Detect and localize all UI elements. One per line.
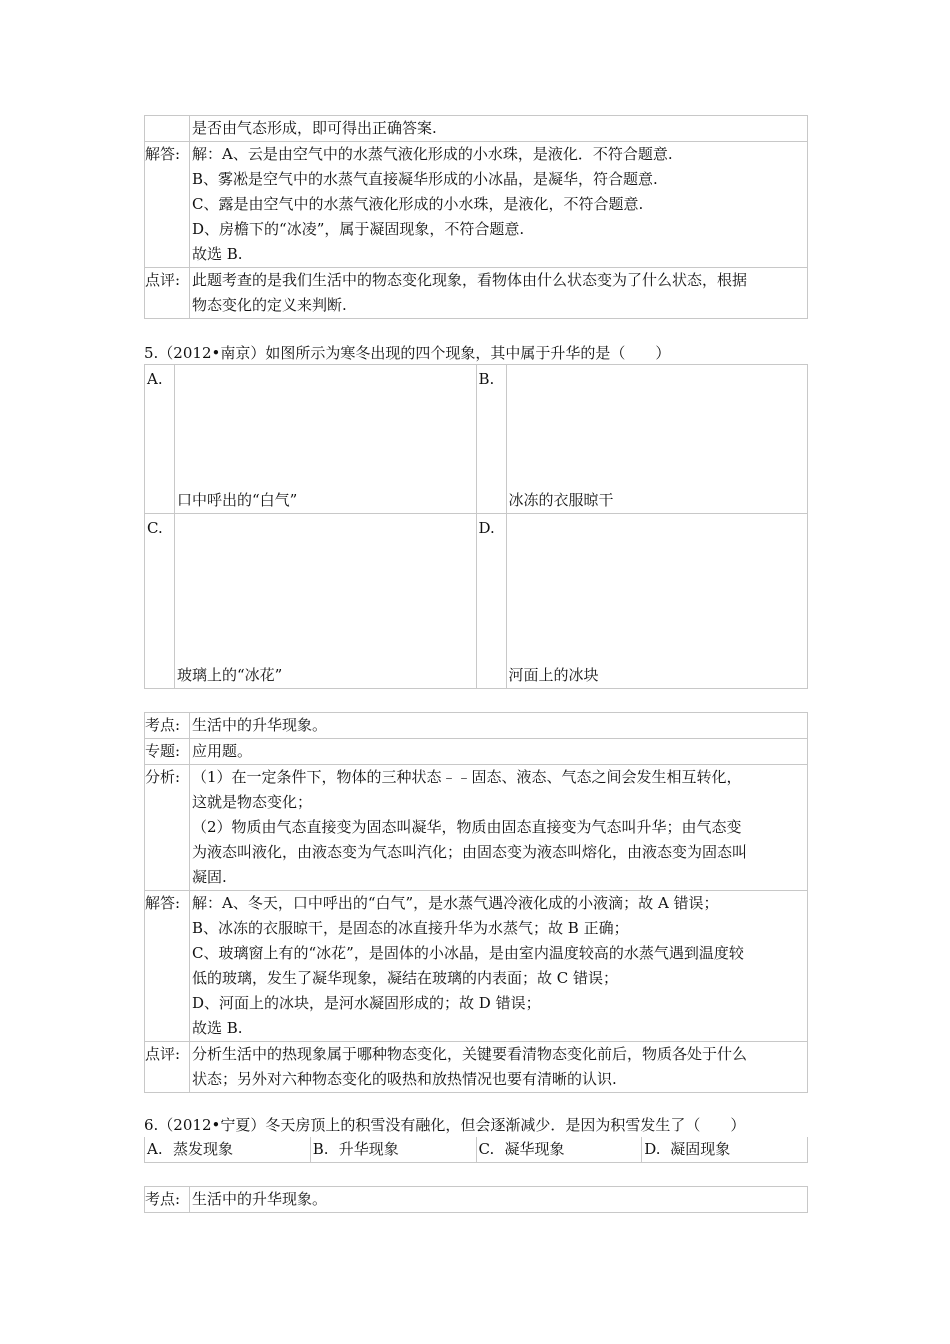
option-caption: 口中呼出的“白气”	[177, 491, 298, 509]
row-label: 解答:	[145, 142, 190, 268]
text-line: 分析生活中的热现象属于哪种物态变化，关键要看清物态变化前后，物质各处于什么	[192, 1045, 748, 1063]
question-6-title: 6.（2012•宁夏）冬天房顶上的积雪没有融化，但会逐渐减少．是因为积雪发生了（ ）	[144, 1116, 746, 1134]
analysis-block-q6	[144, 1186, 808, 1213]
option-a[interactable]	[145, 365, 477, 514]
option-text: 升华现象	[338, 1140, 399, 1158]
row-label: 分析:	[145, 765, 190, 891]
option-d[interactable]	[642, 1137, 808, 1163]
option-text: 蒸发现象	[173, 1140, 234, 1158]
option-text: 凝华现象	[504, 1140, 565, 1158]
option-label: B.	[312, 1140, 329, 1158]
analysis-block-q4	[144, 115, 808, 319]
text-line: C、露是由空气中的水蒸气液化形成的小水珠，是液化，不符合题意.	[192, 195, 644, 213]
category-row	[145, 739, 808, 765]
row-text	[190, 765, 808, 891]
row-label: 点评:	[145, 1042, 190, 1093]
option-d[interactable]	[476, 514, 808, 689]
topic-row	[145, 713, 808, 739]
option-caption: 冰冻的衣服晾干	[508, 491, 614, 509]
analysis-table-q6	[144, 1186, 808, 1213]
text-line: B、雾凇是空气中的水蒸气直接凝华形成的小冰晶，是凝华，符合题意.	[192, 170, 658, 188]
row-label: 专题:	[145, 739, 190, 765]
analysis-row	[145, 116, 808, 142]
option-label: D.	[478, 519, 495, 537]
row-label	[145, 116, 190, 142]
row-label: 解答:	[145, 891, 190, 1042]
question-5-title: 5.（2012•南京）如图所示为寒冬出现的四个现象，其中属于升华的是（ ）	[144, 344, 671, 362]
row-text	[190, 891, 808, 1042]
text-line: 应用题。	[192, 742, 253, 760]
option-text: 凝固现象	[670, 1140, 731, 1158]
options-row	[144, 1137, 808, 1163]
text-line: 生活中的升华现象。	[192, 716, 328, 734]
comment-row	[145, 1042, 808, 1093]
text-line: 这就是物态变化；	[192, 793, 313, 811]
option-c[interactable]	[145, 514, 477, 689]
text-line: 生活中的升华现象。	[192, 1190, 328, 1208]
text-line: 解：A、云是由空气中的水蒸气液化形成的小水珠，是液化．不符合题意.	[192, 145, 673, 163]
text-line: 故选 B.	[192, 245, 243, 263]
analysis-table-q5	[144, 712, 808, 1093]
text-line: 物态变化的定义来判断.	[192, 296, 347, 314]
text-line: 为液态叫液化，由液态变为气态叫汽化；由固态变为液态叫熔化，由液态变为固态叫	[192, 843, 748, 861]
topic-row	[145, 1187, 808, 1213]
option-image-placeholder	[506, 514, 808, 688]
option-image-placeholder	[174, 514, 476, 688]
text-line: 此题考查的是我们生活中的物态变化现象，看物体由什么状态变为了什么状态，根据	[192, 271, 748, 289]
text-line: 凝固.	[192, 868, 227, 886]
question-6-options	[144, 1137, 808, 1163]
option-label: C.	[147, 519, 163, 537]
option-c[interactable]	[476, 1137, 642, 1163]
row-text	[190, 713, 808, 739]
text-line: B、冰冻的衣服晾干，是固态的冰直接升华为水蒸气；故 B 正确；	[192, 919, 629, 937]
text-line: （2）物质由气态直接变为固态叫凝华，物质由固态直接变为气态叫升华；由气态变	[192, 818, 742, 836]
text-line: 低的玻璃，发生了凝华现象，凝结在玻璃的内表面；故 C 错误；	[192, 969, 619, 987]
option-label: A.	[147, 370, 163, 388]
text-line: 状态；另外对六种物态变化的吸热和放热情况也要有清晰的认识.	[192, 1070, 617, 1088]
analysis-table-q4	[144, 115, 808, 319]
option-label: D.	[644, 1140, 661, 1158]
text-line: D、河面上的冰块，是河水凝固形成的；故 D 错误；	[192, 994, 541, 1012]
option-b[interactable]	[476, 365, 808, 514]
row-text	[190, 142, 808, 268]
option-label: B.	[478, 370, 495, 388]
text-line: D、房檐下的“冰凌”，属于凝固现象，不符合题意.	[192, 220, 525, 238]
answer-row	[145, 142, 808, 268]
option-caption: 玻璃上的“冰花”	[177, 666, 283, 684]
row-text	[190, 268, 808, 319]
text-line: 是否由气态形成，即可得出正确答案.	[192, 119, 437, 137]
answer-row	[145, 891, 808, 1042]
option-b[interactable]	[310, 1137, 476, 1163]
option-a[interactable]	[145, 1137, 311, 1163]
row-label: 点评:	[145, 268, 190, 319]
option-caption: 河面上的冰块	[508, 666, 599, 684]
analysis-block-q5	[144, 712, 808, 1093]
option-label: C.	[478, 1140, 495, 1158]
comment-row	[145, 268, 808, 319]
row-label: 考点:	[145, 1187, 190, 1213]
row-label: 考点:	[145, 713, 190, 739]
text-line: 故选 B.	[192, 1019, 243, 1037]
option-label: A.	[147, 1140, 163, 1158]
text-line: 解：A、冬天，口中呼出的“白气”，是水蒸气遇冷液化成的小液滴；故 A 错误；	[192, 894, 719, 912]
row-text	[190, 1042, 808, 1093]
options-grid	[144, 364, 808, 689]
analysis-row	[145, 765, 808, 891]
row-text	[190, 116, 808, 142]
text-line: （1）在一定条件下，物体的三种状态﹣﹣固态、液态、气态之间会发生相互转化，	[192, 768, 742, 786]
text-line: C、玻璃窗上有的“冰花”，是固体的小冰晶，是由室内温度较高的水蒸气遇到温度较	[192, 944, 744, 962]
question-5-options	[144, 364, 808, 689]
row-text	[190, 1187, 808, 1213]
row-text	[190, 739, 808, 765]
